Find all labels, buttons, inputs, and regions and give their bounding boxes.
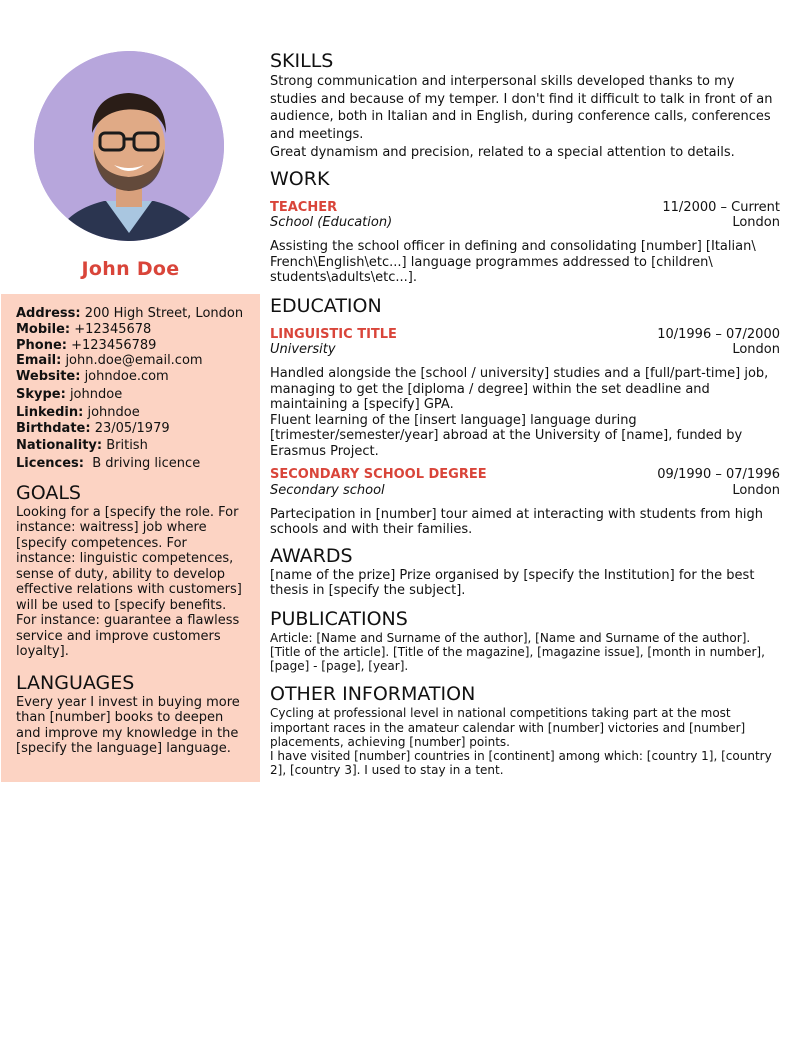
other-information-paragraph: Cycling at professional level in national competitions taking part at the most important races in the amateur calendar with [number] victories and [number] placements, achieving [number] points. — [270, 706, 746, 749]
entry-title: LINGUISTIC TITLE — [270, 326, 397, 342]
education-entry — [270, 467, 780, 538]
goals-heading: GOALS — [16, 481, 81, 504]
publications-heading: PUBLICATIONS — [270, 607, 408, 630]
entry-title: TEACHER — [270, 199, 338, 215]
goals-text: Looking for a [specify the role. For instance: waitress] job where [specify competences. For instance: linguistic competences, sense of duty, ability to develop effective relations with customers] will be used to [specify benefits. For instance: guarantee a flawless service and improve customers loyalty]. — [16, 504, 242, 660]
work-heading: WORK — [270, 167, 330, 190]
contact-value: +12345678 — [70, 321, 152, 337]
entry-subheader — [270, 342, 780, 357]
contact-licences — [16, 456, 248, 472]
contact-email — [16, 353, 248, 369]
contact-skype — [16, 387, 248, 403]
contact-value: B driving licence — [83, 456, 201, 472]
entry-subheader — [270, 483, 780, 498]
portrait-photo-icon — [34, 51, 224, 241]
entry-dates: 09/1990 – 07/1996 — [657, 467, 780, 483]
entry-dates: 10/1996 – 07/2000 — [657, 326, 780, 342]
contact-label: Mobile: — [16, 321, 71, 337]
contact-value: johndoe.com — [80, 369, 169, 385]
contact-linkedin — [16, 405, 248, 421]
contact-birthdate — [16, 421, 248, 437]
entry-description: Handled alongside the [school / university] studies and a [full/part-time] job, managing to get the [diploma / degree] within the set deadline and maintaining a [specify] GPA. — [270, 366, 769, 413]
contact-label: Website: — [16, 369, 81, 385]
contact-value: john.doe@email.com — [61, 353, 203, 369]
contact-label: Skype: — [16, 386, 66, 402]
skills-heading: SKILLS — [270, 50, 334, 72]
entry-subheader — [270, 215, 780, 230]
contact-mobile — [16, 322, 248, 338]
entry-location: London — [732, 341, 780, 357]
sidebar-panel — [1, 294, 260, 782]
contact-value: British — [102, 438, 148, 454]
entry-location: London — [732, 214, 780, 230]
entry-location: London — [732, 482, 780, 498]
person-name: John Doe — [81, 258, 180, 280]
skills-paragraph: Great dynamism and precision, related to a special attention to details. — [270, 144, 735, 160]
entry-description: Partecipation in [number] tour aimed at interacting with students from high schools and with their families. — [270, 506, 764, 538]
profile-photo — [34, 51, 224, 241]
other-information-heading: OTHER INFORMATION — [270, 683, 476, 706]
entry-description: Fluent learning of the [insert language] language during [trimester/semester/year] abroad at the University of [name], funded by Erasmus Project. — [270, 412, 743, 459]
contact-value: 23/05/1979 — [90, 420, 170, 436]
contact-label: Phone: — [16, 337, 67, 353]
contact-value: +123456789 — [66, 337, 157, 353]
entry-header — [270, 467, 780, 482]
contact-address — [16, 306, 248, 322]
contact-website — [16, 369, 248, 385]
publications-text: Article: [Name and Surname of the author], [Name and Surname of the author]. [Title of the article]. [Title of the magazine], [magazine issue], [month in number], [page] - [page], [year]. — [270, 630, 765, 674]
work-entry — [270, 200, 780, 286]
contact-label: Address: — [16, 306, 81, 321]
contact-value: johndoe — [65, 386, 123, 402]
contact-label: Email: — [16, 353, 62, 369]
contact-label: Linkedin: — [16, 404, 84, 420]
entry-header — [270, 327, 780, 342]
education-entry — [270, 327, 780, 460]
entry-organization: Secondary school — [270, 482, 385, 498]
contact-nationality — [16, 438, 248, 454]
contact-value: johndoe — [83, 404, 140, 420]
awards-heading: AWARDS — [270, 544, 353, 567]
entry-title: SECONDARY SCHOOL DEGREE — [270, 467, 487, 483]
contact-label: Licences: — [16, 456, 84, 472]
entry-description: Assisting the school officer in defining and consolidating [number] [Italian\ French\English\etc...] language programmes addressed to [children\ students\adults\etc...]. — [270, 239, 756, 286]
education-heading: EDUCATION — [270, 294, 382, 317]
contact-label: Birthdate: — [16, 420, 91, 436]
awards-text: [name of the prize] Prize organised by [specify the Institution] for the best thesis in [specify the subject]. — [270, 567, 755, 599]
languages-heading: LANGUAGES — [16, 671, 135, 694]
entry-header — [270, 200, 780, 215]
contact-label: Nationality: — [16, 438, 103, 454]
other-information-paragraph: I have visited [number] countries in [continent] among which: [country 1], [country 2], [country 3]. I used to stay in a tent. — [270, 749, 772, 778]
contact-value: 200 High Street, London — [80, 306, 244, 321]
entry-organization: School (Education) — [270, 214, 393, 230]
entry-dates: 11/2000 – Current — [662, 199, 780, 215]
languages-text: Every year I invest in buying more than [number] books to deepen and improve my knowledge in the [specify the language] language. — [16, 694, 240, 757]
entry-organization: University — [270, 341, 336, 357]
contact-phone — [16, 338, 248, 354]
skills-paragraph: Strong communication and interpersonal skills developed thanks to my studies and because of my temper. I don't find it difficult to talk in front of an audience, both in Italian and in English, during conference calls, conferences and meetings. — [270, 74, 773, 143]
right-column — [270, 49, 780, 777]
